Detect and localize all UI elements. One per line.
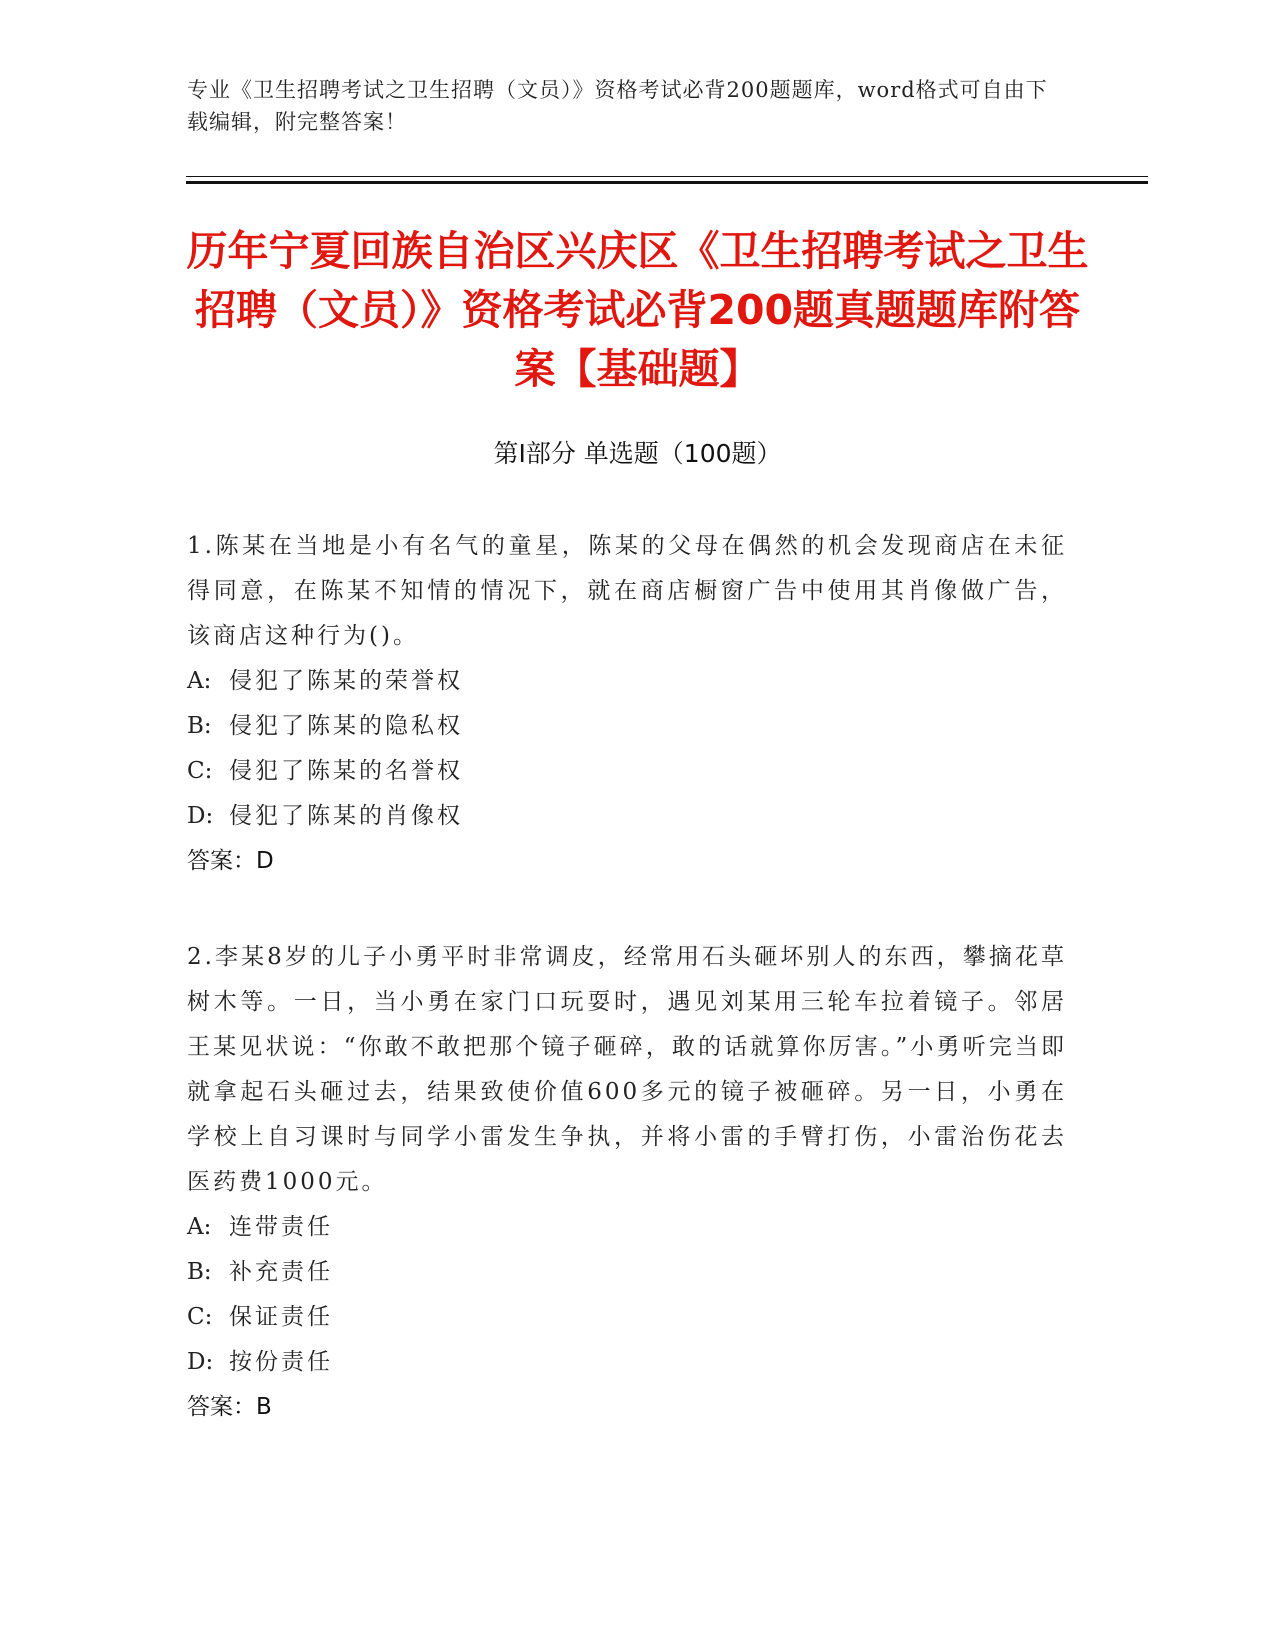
- option-key: D:: [187, 803, 214, 829]
- question-2: [187, 935, 1067, 1430]
- option-key: A:: [187, 668, 212, 694]
- option-text: 连带责任: [229, 1214, 333, 1240]
- question-stem: 1.陈某在当地是小有名气的童星，陈某的父母在偶然的机会发现商店在未征得同意，在陈某不知情的情况下，就在商店橱窗广告中使用其肖像做广告，该商店这种行为()。: [187, 533, 1067, 649]
- option-a: [187, 659, 1067, 704]
- option-c: [187, 749, 1067, 794]
- option-key: C:: [187, 758, 213, 784]
- option-key: D:: [187, 1349, 214, 1375]
- option-text: 侵犯了陈某的荣誉权: [229, 668, 463, 694]
- option-c: [187, 1295, 1067, 1340]
- option-key: C:: [187, 1304, 213, 1330]
- answer-line: 答案：D: [187, 848, 274, 874]
- option-text: 保证责任: [229, 1304, 333, 1330]
- option-d: [187, 794, 1067, 839]
- question-stem: 2.李某8岁的儿子小勇平时非常调皮，经常用石头砸坏别人的东西，攀摘花草树木等。一日，当小勇在家门口玩耍时，遇见刘某用三轮车拉着镜子。邻居王某见状说：“你敢不敢把那个镜子砸碎，敢的话就算你厉害。”小勇听完当即就拿起石头砸过去，结果致使价值600多元的镜子被砸碎。另一日，小勇在学校上自习课时与同学小雷发生争执，并将小雷的手臂打伤，小雷治伤花去医药费1000元。: [187, 944, 1067, 1195]
- document-title: 历年宁夏回族自治区兴庆区《卫生招聘考试之卫生招聘（文员）》资格考试必背200题真题题库附答案【基础题】: [186, 227, 1089, 393]
- header-note: 专业《卫生招聘考试之卫生招聘（文员）》资格考试必背200题题库，word格式可自由下载编辑，附完整答案！: [187, 78, 1048, 134]
- option-d: [187, 1340, 1067, 1385]
- option-key: A:: [187, 1214, 212, 1240]
- option-b: [187, 704, 1067, 749]
- header-divider-thick: [186, 181, 1148, 184]
- option-text: 侵犯了陈某的肖像权: [229, 803, 463, 829]
- question-1: [187, 524, 1067, 884]
- option-text: 侵犯了陈某的名誉权: [229, 758, 463, 784]
- header-divider-thin: [186, 176, 1148, 177]
- option-text: 侵犯了陈某的隐私权: [229, 713, 463, 739]
- answer-line: 答案：B: [187, 1394, 272, 1420]
- section-title: 第Ⅰ部分 单选题（100题）: [493, 439, 782, 468]
- option-text: 补充责任: [229, 1259, 333, 1285]
- option-a: [187, 1205, 1067, 1250]
- option-text: 按份责任: [229, 1349, 333, 1375]
- option-key: B:: [187, 713, 212, 739]
- option-key: B:: [187, 1259, 212, 1285]
- option-b: [187, 1250, 1067, 1295]
